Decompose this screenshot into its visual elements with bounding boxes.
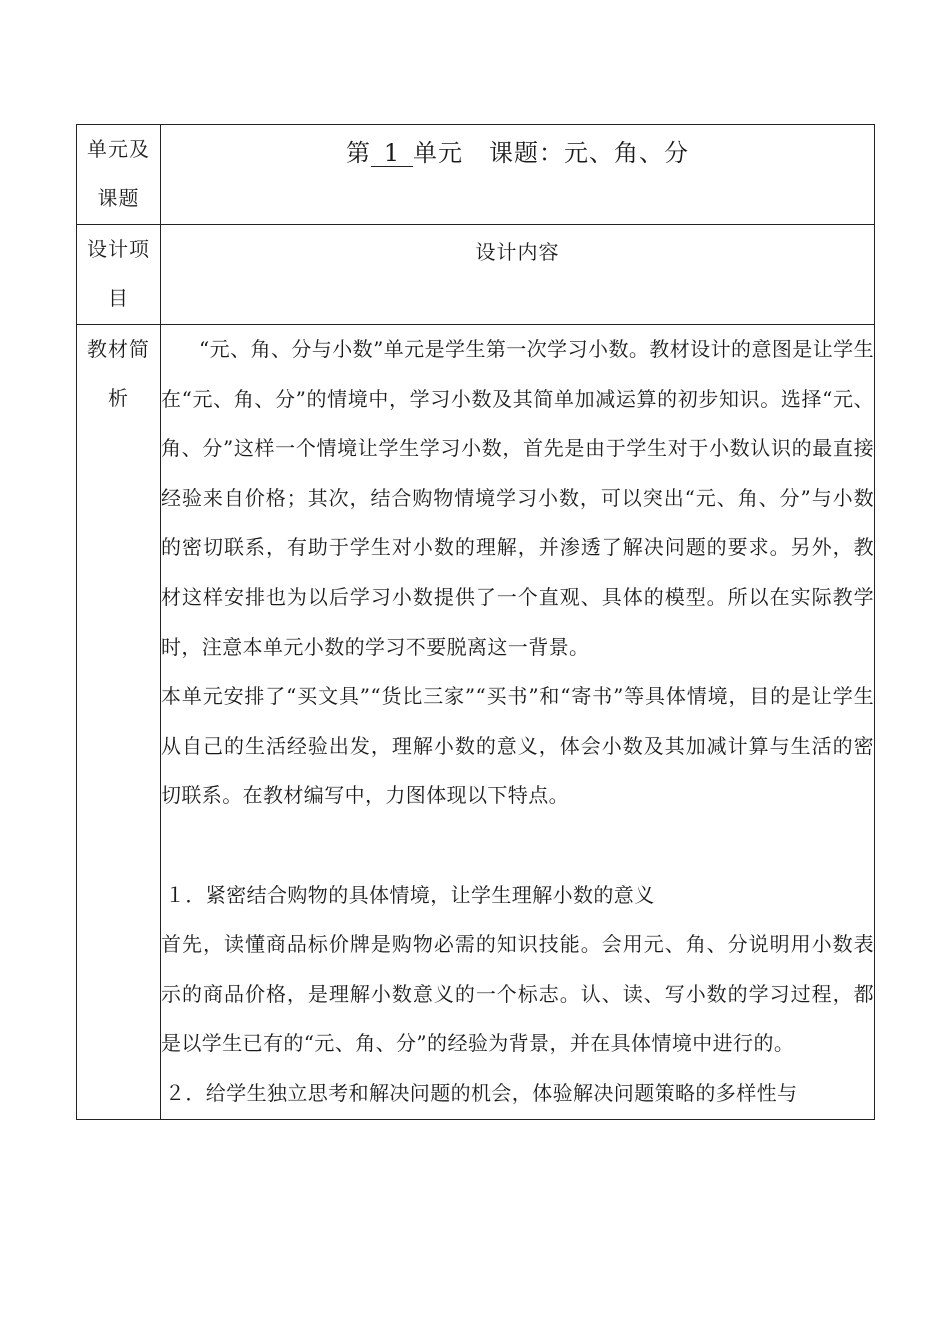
row-label bbox=[77, 325, 160, 423]
paragraph: “元、角、分与小数”单元是学生第一次学习小数。教材设计的意图是让学生在“元、角、分”的情境中，学习小数及其简单加减运算的初步知识。选择“元、角、分”这样一个情境让学生学习小数，首先是由于学生对于小数认识的最直接经验来自价格；其次，结合购物情境学习小数，可以突出“元、角、分”与小数的密切联系，有助于学生对小数的理解，并渗透了解决问题的要求。另外，教材这样安排也为以后学习小数提供了一个直观、具体的模型。所以在实际教学时，注意本单元小数的学习不要脱离这一背景。 bbox=[161, 337, 874, 659]
paragraph: 本单元安排了“买文具”“货比三家”“买书”和“寄书”等具体情境，目的是让学生从自己的生活经验出发，理解小数的意义，体会小数及其加减计算与生活的密切联系。在教材编写中，力图体现以下特点。 bbox=[161, 684, 874, 808]
title-row bbox=[77, 125, 875, 225]
lesson-design-table bbox=[76, 124, 875, 1120]
point-heading: ２．给学生独立思考和解决问题的机会，体验解决问题策略的多样性与 bbox=[165, 1080, 798, 1105]
label-line: 课题 bbox=[97, 186, 140, 210]
row-label bbox=[77, 225, 160, 323]
paragraph: 首先，读懂商品标价牌是购物必需的知识技能。会用元、角、分说明用小数表示的商品价格，是理解小数意义的一个标志。认、读、写小数的学习过程，都是以学生已有的“元、角、分”的经验为背景，并在具体情境中进行的。 bbox=[161, 932, 874, 1056]
label-line: 教材简 bbox=[87, 337, 150, 361]
label-line: 单元及 bbox=[87, 137, 150, 161]
heading-row bbox=[77, 225, 875, 325]
label-line: 目 bbox=[108, 286, 129, 310]
label-line: 设计项 bbox=[87, 237, 150, 261]
unit-number: 1 bbox=[371, 140, 413, 167]
title-label-cell bbox=[77, 125, 161, 225]
analysis-row bbox=[77, 325, 875, 1120]
analysis-content bbox=[161, 325, 875, 1120]
row-label bbox=[77, 125, 160, 223]
heading-label-cell bbox=[77, 225, 161, 325]
title-prefix: 第 bbox=[346, 139, 371, 167]
unit-suffix: 单元 bbox=[413, 139, 463, 167]
lesson-topic: 课题：元、角、分 bbox=[489, 139, 689, 167]
lesson-title bbox=[161, 125, 875, 225]
point-heading: １．紧密结合购物的具体情境，让学生理解小数的意义 bbox=[165, 882, 655, 907]
column-heading: 设计内容 bbox=[161, 225, 875, 325]
blank-line bbox=[161, 821, 874, 871]
label-line: 析 bbox=[108, 386, 129, 410]
analysis-label-cell bbox=[77, 325, 161, 1120]
